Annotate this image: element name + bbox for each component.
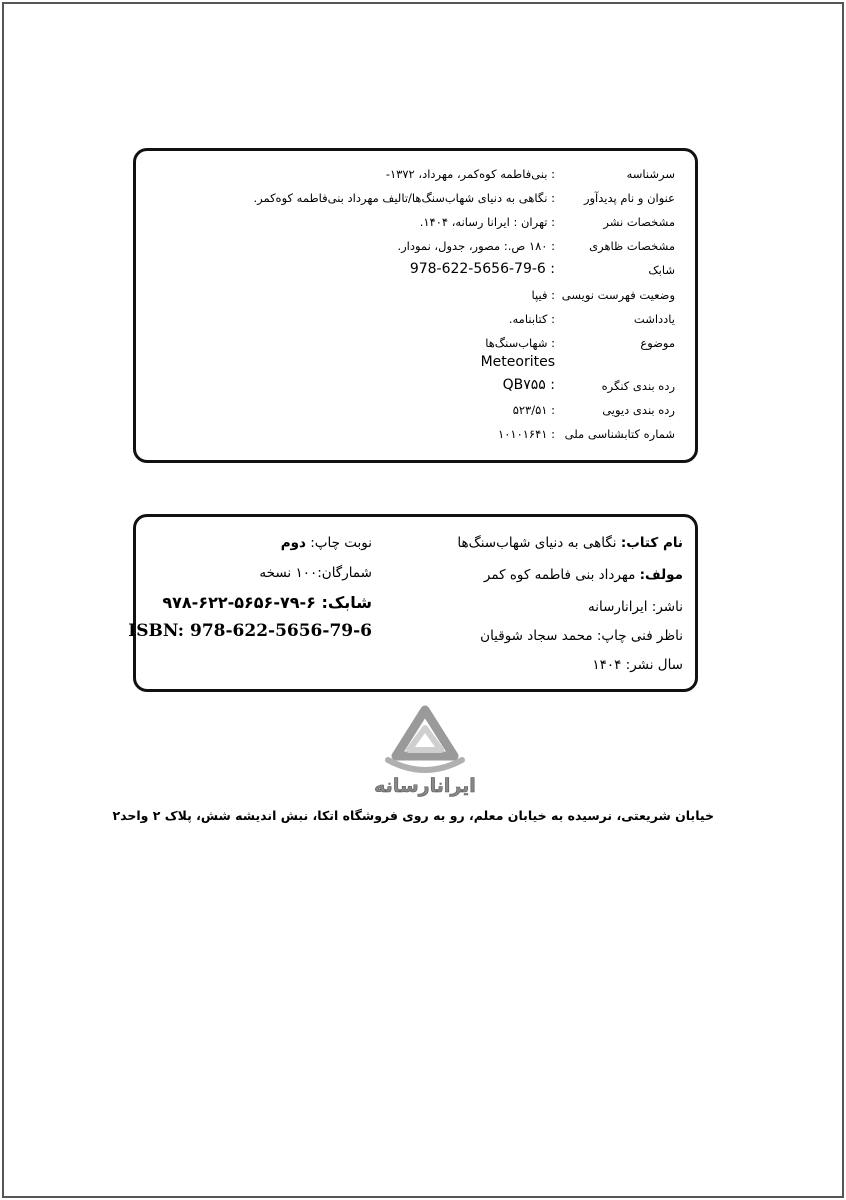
author-label: مولف:	[639, 567, 683, 583]
cip-value: : شهاب‌سنگ‌ها	[485, 336, 555, 350]
cip-label: رده بندی دیویی	[602, 403, 675, 417]
cip-value: : نگاهی به دنیای شهاب‌سنگ‌ها/تالیف مهرداد بنی‌فاطمه کوه‌کمر.	[253, 191, 555, 205]
cip-label: رده بندی کنگره	[601, 379, 675, 393]
circulation-line: شمارگان:۱۰۰ نسخه	[259, 565, 372, 581]
cip-box	[133, 148, 698, 463]
supervisor-line: ناظر فنی چاپ: محمد سجاد شوقیان	[480, 628, 683, 644]
cip-value: : ۱۸۰ ص.: مصور، جدول، نمودار.	[397, 239, 555, 253]
cip-value: : 978-622-5656-79-6	[409, 261, 555, 277]
year-line: سال نشر: ۱۴۰۴	[592, 657, 683, 673]
publisher-line: ناشر: ایرانارسانه	[588, 599, 683, 615]
publisher-address: خیابان شریعتی، نرسیده به خیابان معلم، رو به روی فروشگاه اتکا، نبش اندیشه شش، پلاک ۲ واحد۲	[112, 808, 714, 823]
edition-value: دوم	[280, 535, 306, 551]
cip-label: عنوان و نام پدیدآور	[583, 191, 675, 205]
cip-label: مشخصات ظاهری	[589, 239, 675, 253]
cip-label: وضعیت فهرست نویسی	[561, 288, 675, 302]
edition-label: نوبت چاپ:	[310, 535, 372, 551]
cip-label: شماره کتابشناسی ملی	[564, 427, 675, 441]
cip-value: : QB۷۵۵	[502, 377, 555, 393]
cip-value: : تهران : ایرانا رسانه، ۱۴۰۴.	[419, 215, 555, 229]
author-line	[484, 567, 683, 583]
cip-label: موضوع	[640, 336, 675, 350]
cip-value: : ۱۰۱۰۱۶۴۱	[498, 427, 555, 441]
edition-line	[281, 535, 372, 551]
author-value: مهرداد بنی فاطمه کوه کمر	[483, 567, 636, 583]
book-title-line	[457, 535, 683, 551]
logo-wordmark: ایرانارسانه	[374, 775, 476, 797]
cip-label: سرشناسه	[626, 167, 675, 181]
book-title-value: نگاهی به دنیای شهاب‌سنگ‌ها	[457, 535, 617, 551]
publisher-logo	[366, 704, 484, 804]
isbn-line: ISBN: 978-622-5656-79-6	[128, 621, 372, 641]
cip-value: : ۵۲۳/۵۱	[512, 403, 555, 417]
cip-value: : فیپا	[531, 288, 555, 302]
cip-value: Meteorites	[480, 354, 555, 370]
book-info-box	[128, 514, 698, 692]
shabak-line: شابک: ۶-۷۹-۵۶۵۶-۶۲۲-۹۷۸	[162, 593, 372, 612]
book-title-label: نام کتاب:	[620, 535, 683, 551]
cip-label: مشخصات نشر	[603, 215, 675, 229]
cip-value: : بنی‌فاطمه کوه‌کمر، مهرداد، ۱۳۷۲-	[385, 167, 555, 181]
cip-label: شابک	[648, 263, 675, 277]
cip-label: یادداشت	[633, 312, 675, 326]
logo-swoosh	[388, 760, 462, 770]
cip-value: : کتابنامه.	[508, 312, 555, 326]
